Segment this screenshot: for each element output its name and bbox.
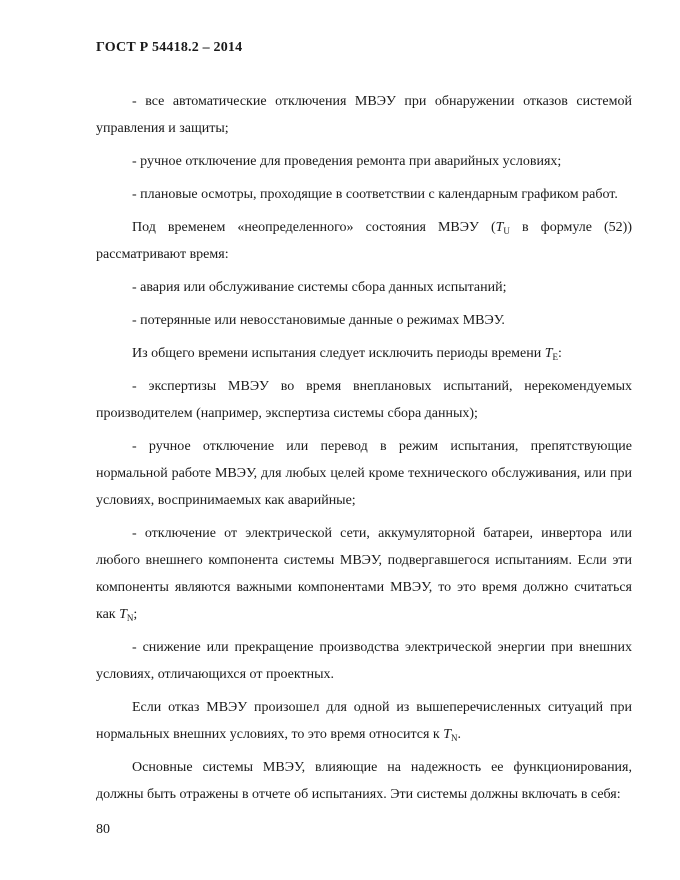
paragraph-planned-inspections: - плановые осмотры, проходящие в соответствии с календарным графиком работ.: [132, 187, 618, 202]
paragraph-grid-disconnect: - отключение от электрической сети, аккумуляторной батареи, инвертора или любого внешнего компонента системы МВЭУ, подвергавшегося испытаниям. Если эти компоненты являются важными компонентами МВЭУ, то это время должно считаться как $T_N$;: [96, 526, 632, 623]
paragraph-auto-shutdowns: - все автоматические отключения МВЭУ при обнаружении отказов системой управления и защиты;: [96, 94, 632, 136]
paragraph-manual-shutdown: - ручное отключение для проведения ремонта при аварийных условиях;: [132, 154, 562, 169]
document-body: [96, 88, 632, 808]
page-number: 80: [96, 822, 110, 837]
paragraph-main-systems: Основные системы МВЭУ, влияющие на надежность ее функционирования, должны быть отражены в отчете об испытаниях. Эти системы должны включать в себя:: [96, 760, 632, 802]
paragraph-failure-normal-conditions: Если отказ МВЭУ произошел для одной из вышеперечисленных ситуаций при нормальных внешних условиях, то это время относится к $T_N$.: [96, 700, 632, 743]
paragraph-production-reduction: - снижение или прекращение производства электрической энергии при внешних условиях, отличающихся от проектных.: [96, 640, 632, 682]
paragraph-lost-data: - потерянные или невосстановимые данные о режимах МВЭУ.: [132, 313, 505, 328]
paragraph-excluded-periods: Из общего времени испытания следует исключить периоды времени $T_E$:: [132, 346, 562, 362]
document-header: ГОСТ Р 54418.2 – 2014: [96, 40, 243, 55]
paragraph-expertise: - экспертизы МВЭУ во время внеплановых испытаний, нерекомендуемых производителем (например, экспертиза системы сбора данных);: [96, 379, 632, 421]
paragraph-undefined-state: Под временем «неопределенного» состояния МВЭУ ($T_U$ в формуле (52)) рассматривают время:: [96, 220, 632, 262]
paragraph-manual-test-mode: - ручное отключение или перевод в режим испытания, препятствующие нормальной работе МВЭУ, для любых целей кроме технического обслуживания, или при условиях, воспринимаемых как аварийные;: [96, 439, 632, 508]
paragraph-data-system-failure: - авария или обслуживание системы сбора данных испытаний;: [132, 280, 507, 295]
